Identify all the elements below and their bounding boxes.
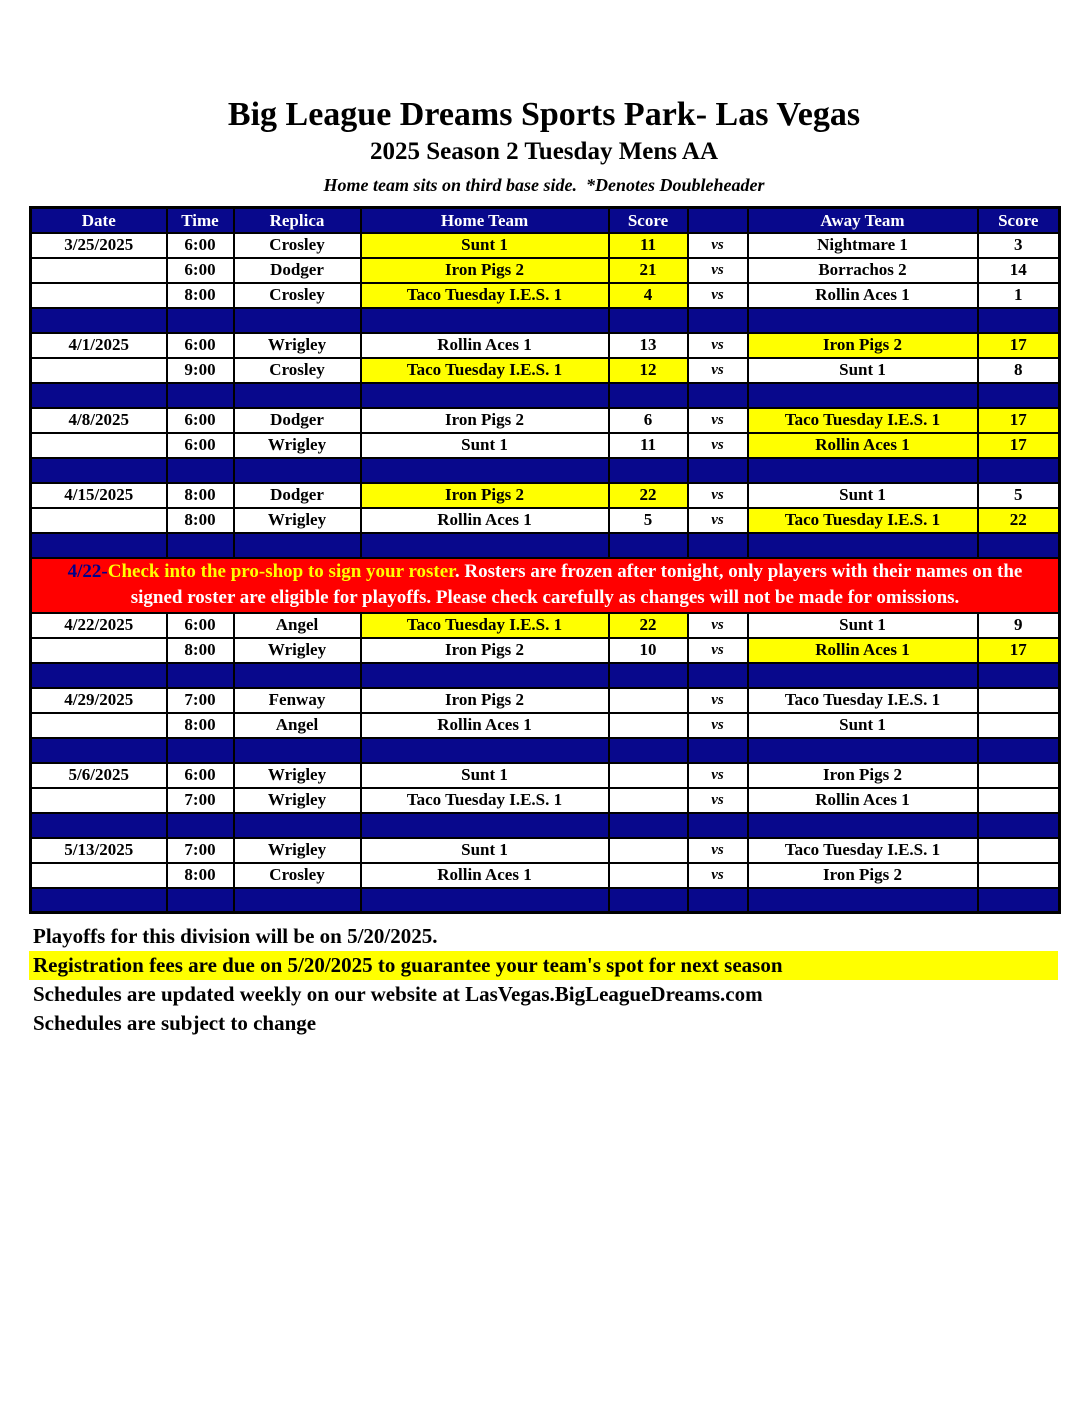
replica-cell: Wrigley <box>234 763 361 788</box>
vs-cell: vs <box>688 358 748 383</box>
away-score-cell: 1 <box>978 283 1060 308</box>
spacer-cell <box>234 813 361 838</box>
footer-line: Playoffs for this division will be on 5/20/2025. <box>33 924 438 949</box>
spacer-row <box>31 533 1060 558</box>
replica-cell: Crosley <box>234 233 361 258</box>
spacer-cell <box>688 533 748 558</box>
spacer-cell <box>167 813 234 838</box>
date-cell: 3/25/2025 <box>31 233 167 258</box>
home-team-cell: Iron Pigs 2 <box>361 638 609 663</box>
home-score-cell: 22 <box>609 613 688 638</box>
spacer-cell <box>748 813 978 838</box>
replica-cell: Wrigley <box>234 838 361 863</box>
spacer-cell <box>31 738 167 763</box>
away-score-cell <box>978 788 1060 813</box>
spacer-cell <box>31 533 167 558</box>
home-team-cell: Rollin Aces 1 <box>361 713 609 738</box>
away-team-cell: Sunt 1 <box>748 483 978 508</box>
vs-cell: vs <box>688 788 748 813</box>
time-cell: 6:00 <box>167 408 234 433</box>
time-cell: 8:00 <box>167 863 234 888</box>
away-score-cell: 17 <box>978 433 1060 458</box>
spacer-cell <box>688 308 748 333</box>
spacer-cell <box>234 308 361 333</box>
spacer-cell <box>688 383 748 408</box>
page-subtitle: 2025 Season 2 Tuesday Mens AA <box>370 138 718 166</box>
game-row <box>31 408 1060 433</box>
game-row <box>31 233 1060 258</box>
column-header-home-score: Score <box>609 208 688 233</box>
notice-text: . Rosters are frozen after tonight, only players with their names on the <box>454 561 1023 583</box>
game-row <box>31 358 1060 383</box>
spacer-cell <box>167 663 234 688</box>
vs-cell: vs <box>688 483 748 508</box>
replica-cell: Angel <box>234 713 361 738</box>
spacer-cell <box>748 663 978 688</box>
away-team-cell: Sunt 1 <box>748 713 978 738</box>
spacer-cell <box>167 308 234 333</box>
spacer-cell <box>688 663 748 688</box>
home-team-cell: Sunt 1 <box>361 763 609 788</box>
date-cell <box>31 713 167 738</box>
column-header-replica: Replica <box>234 208 361 233</box>
column-header-time: Time <box>167 208 234 233</box>
spacer-cell <box>361 663 609 688</box>
spacer-cell <box>978 458 1060 483</box>
footer-line: Registration fees are due on 5/20/2025 to guarantee your team's spot for next season <box>29 951 1058 980</box>
spacer-cell <box>234 458 361 483</box>
time-cell: 9:00 <box>167 358 234 383</box>
spacer-cell <box>31 383 167 408</box>
spacer-cell <box>978 888 1060 913</box>
replica-cell: Dodger <box>234 408 361 433</box>
spacer-cell <box>167 738 234 763</box>
home-team-cell: Iron Pigs 2 <box>361 258 609 283</box>
column-header-home-team: Home Team <box>361 208 609 233</box>
spacer-cell <box>609 888 688 913</box>
spacer-cell <box>748 308 978 333</box>
spacer-cell <box>609 533 688 558</box>
game-row <box>31 613 1060 638</box>
home-score-cell <box>609 713 688 738</box>
spacer-cell <box>978 813 1060 838</box>
replica-cell: Wrigley <box>234 638 361 663</box>
date-cell <box>31 638 167 663</box>
spacer-cell <box>748 383 978 408</box>
date-cell <box>31 863 167 888</box>
spacer-cell <box>609 738 688 763</box>
time-cell: 8:00 <box>167 638 234 663</box>
spacer-cell <box>688 888 748 913</box>
spacer-cell <box>748 738 978 763</box>
home-score-cell: 12 <box>609 358 688 383</box>
spacer-cell <box>361 738 609 763</box>
column-header-vs <box>688 208 748 233</box>
spacer-cell <box>234 888 361 913</box>
spacer-cell <box>234 533 361 558</box>
date-cell <box>31 788 167 813</box>
spacer-cell <box>978 533 1060 558</box>
spacer-cell <box>609 663 688 688</box>
spacer-cell <box>31 813 167 838</box>
home-score-cell: 13 <box>609 333 688 358</box>
away-team-cell: Iron Pigs 2 <box>748 763 978 788</box>
home-score-cell <box>609 763 688 788</box>
vs-cell: vs <box>688 258 748 283</box>
spacer-cell <box>234 663 361 688</box>
spacer-cell <box>31 458 167 483</box>
time-cell: 8:00 <box>167 713 234 738</box>
home-score-cell: 22 <box>609 483 688 508</box>
schedule-body <box>31 233 1060 913</box>
replica-cell: Angel <box>234 613 361 638</box>
home-team-cell: Rollin Aces 1 <box>361 333 609 358</box>
game-row <box>31 283 1060 308</box>
time-cell: 6:00 <box>167 613 234 638</box>
game-row <box>31 483 1060 508</box>
away-score-cell <box>978 838 1060 863</box>
time-cell: 8:00 <box>167 283 234 308</box>
spacer-cell <box>167 383 234 408</box>
time-cell: 7:00 <box>167 838 234 863</box>
date-cell <box>31 283 167 308</box>
vs-cell: vs <box>688 433 748 458</box>
home-team-cell: Sunt 1 <box>361 838 609 863</box>
schedule-table <box>29 206 1061 914</box>
home-team-cell: Rollin Aces 1 <box>361 863 609 888</box>
spacer-row <box>31 383 1060 408</box>
game-row <box>31 863 1060 888</box>
away-score-cell <box>978 713 1060 738</box>
home-score-cell: 10 <box>609 638 688 663</box>
home-score-cell: 6 <box>609 408 688 433</box>
date-cell <box>31 433 167 458</box>
game-row <box>31 838 1060 863</box>
away-team-cell: Sunt 1 <box>748 613 978 638</box>
vs-cell: vs <box>688 688 748 713</box>
game-row <box>31 763 1060 788</box>
spacer-cell <box>361 308 609 333</box>
spacer-cell <box>31 308 167 333</box>
spacer-cell <box>688 458 748 483</box>
spacer-cell <box>978 308 1060 333</box>
time-cell: 6:00 <box>167 233 234 258</box>
replica-cell: Wrigley <box>234 788 361 813</box>
away-score-cell: 3 <box>978 233 1060 258</box>
replica-cell: Dodger <box>234 483 361 508</box>
game-row <box>31 688 1060 713</box>
replica-cell: Fenway <box>234 688 361 713</box>
date-cell: 5/6/2025 <box>31 763 167 788</box>
spacer-cell <box>31 663 167 688</box>
spacer-cell <box>609 308 688 333</box>
notice-line-1 <box>34 559 1056 585</box>
away-team-cell: Rollin Aces 1 <box>748 638 978 663</box>
vs-cell: vs <box>688 408 748 433</box>
spacer-row <box>31 308 1060 333</box>
time-cell: 6:00 <box>167 258 234 283</box>
replica-cell: Crosley <box>234 863 361 888</box>
notice-date: 4/22- <box>67 561 108 583</box>
away-team-cell: Nightmare 1 <box>748 233 978 258</box>
home-team-cell: Iron Pigs 2 <box>361 483 609 508</box>
spacer-row <box>31 663 1060 688</box>
home-score-cell <box>609 788 688 813</box>
notice-row <box>31 558 1060 613</box>
home-team-cell: Taco Tuesday I.E.S. 1 <box>361 788 609 813</box>
vs-cell: vs <box>688 333 748 358</box>
away-team-cell: Rollin Aces 1 <box>748 433 978 458</box>
away-team-cell: Taco Tuesday I.E.S. 1 <box>748 838 978 863</box>
spacer-cell <box>361 533 609 558</box>
spacer-cell <box>748 458 978 483</box>
away-score-cell: 17 <box>978 638 1060 663</box>
date-cell: 4/8/2025 <box>31 408 167 433</box>
home-score-cell: 4 <box>609 283 688 308</box>
replica-cell: Crosley <box>234 283 361 308</box>
home-team-cell: Iron Pigs 2 <box>361 408 609 433</box>
vs-cell: vs <box>688 613 748 638</box>
spacer-cell <box>167 533 234 558</box>
home-team-cell: Taco Tuesday I.E.S. 1 <box>361 613 609 638</box>
spacer-cell <box>167 888 234 913</box>
date-cell: 5/13/2025 <box>31 838 167 863</box>
away-score-cell: 17 <box>978 408 1060 433</box>
date-cell: 4/29/2025 <box>31 688 167 713</box>
replica-cell: Dodger <box>234 258 361 283</box>
time-cell: 6:00 <box>167 763 234 788</box>
notice-line-2: signed roster are eligible for playoffs. Please check carefully as changes will not be made for omissions. <box>130 587 960 609</box>
date-cell: 4/1/2025 <box>31 333 167 358</box>
away-team-cell: Rollin Aces 1 <box>748 788 978 813</box>
away-team-cell: Borrachos 2 <box>748 258 978 283</box>
away-score-cell: 17 <box>978 333 1060 358</box>
time-cell: 6:00 <box>167 333 234 358</box>
spacer-cell <box>234 738 361 763</box>
away-team-cell: Iron Pigs 2 <box>748 863 978 888</box>
time-cell: 8:00 <box>167 483 234 508</box>
spacer-cell <box>361 383 609 408</box>
game-row <box>31 638 1060 663</box>
away-team-cell: Sunt 1 <box>748 358 978 383</box>
date-cell <box>31 358 167 383</box>
header-row <box>31 208 1060 233</box>
spacer-cell <box>609 383 688 408</box>
spacer-cell <box>688 813 748 838</box>
game-row <box>31 258 1060 283</box>
away-team-cell: Rollin Aces 1 <box>748 283 978 308</box>
vs-cell: vs <box>688 863 748 888</box>
date-cell: 4/22/2025 <box>31 613 167 638</box>
game-row <box>31 713 1060 738</box>
spacer-cell <box>361 458 609 483</box>
home-score-cell <box>609 863 688 888</box>
home-score-cell: 21 <box>609 258 688 283</box>
vs-cell: vs <box>688 283 748 308</box>
spacer-cell <box>609 458 688 483</box>
replica-cell: Crosley <box>234 358 361 383</box>
spacer-cell <box>234 383 361 408</box>
away-team-cell: Iron Pigs 2 <box>748 333 978 358</box>
away-score-cell: 9 <box>978 613 1060 638</box>
roster-notice <box>31 558 1060 613</box>
spacer-cell <box>31 888 167 913</box>
vs-cell: vs <box>688 763 748 788</box>
home-team-cell: Iron Pigs 2 <box>361 688 609 713</box>
date-cell <box>31 258 167 283</box>
spacer-cell <box>978 663 1060 688</box>
home-score-cell <box>609 838 688 863</box>
game-row <box>31 333 1060 358</box>
spacer-cell <box>361 888 609 913</box>
page-note: Home team sits on third base side. *Denotes Doubleheader <box>323 175 765 196</box>
home-score-cell: 11 <box>609 433 688 458</box>
away-score-cell <box>978 763 1060 788</box>
away-score-cell <box>978 863 1060 888</box>
time-cell: 8:00 <box>167 508 234 533</box>
footer <box>29 922 1058 1038</box>
spacer-row <box>31 458 1060 483</box>
spacer-cell <box>361 813 609 838</box>
time-cell: 7:00 <box>167 788 234 813</box>
home-score-cell: 5 <box>609 508 688 533</box>
spacer-cell <box>978 383 1060 408</box>
home-team-cell: Taco Tuesday I.E.S. 1 <box>361 358 609 383</box>
game-row <box>31 508 1060 533</box>
footer-line: Schedules are updated weekly on our website at LasVegas.BigLeagueDreams.com <box>33 982 763 1007</box>
home-team-cell: Sunt 1 <box>361 233 609 258</box>
away-team-cell: Taco Tuesday I.E.S. 1 <box>748 688 978 713</box>
date-cell <box>31 508 167 533</box>
home-score-cell: 11 <box>609 233 688 258</box>
home-team-cell: Rollin Aces 1 <box>361 508 609 533</box>
spacer-cell <box>978 738 1060 763</box>
away-score-cell: 8 <box>978 358 1060 383</box>
spacer-cell <box>688 738 748 763</box>
column-header-away-score: Score <box>978 208 1060 233</box>
page-title: Big League Dreams Sports Park- Las Vegas <box>227 96 861 133</box>
spacer-cell <box>609 813 688 838</box>
replica-cell: Wrigley <box>234 333 361 358</box>
spacer-row <box>31 888 1060 913</box>
date-cell: 4/15/2025 <box>31 483 167 508</box>
home-score-cell <box>609 688 688 713</box>
spacer-cell <box>748 533 978 558</box>
column-header-away-team: Away Team <box>748 208 978 233</box>
game-row <box>31 788 1060 813</box>
time-cell: 6:00 <box>167 433 234 458</box>
replica-cell: Wrigley <box>234 508 361 533</box>
vs-cell: vs <box>688 713 748 738</box>
column-header-date: Date <box>31 208 167 233</box>
time-cell: 7:00 <box>167 688 234 713</box>
replica-cell: Wrigley <box>234 433 361 458</box>
vs-cell: vs <box>688 838 748 863</box>
away-score-cell: 22 <box>978 508 1060 533</box>
game-row <box>31 433 1060 458</box>
vs-cell: vs <box>688 638 748 663</box>
away-team-cell: Taco Tuesday I.E.S. 1 <box>748 508 978 533</box>
spacer-row <box>31 813 1060 838</box>
home-team-cell: Taco Tuesday I.E.S. 1 <box>361 283 609 308</box>
vs-cell: vs <box>688 233 748 258</box>
spacer-row <box>31 738 1060 763</box>
away-score-cell: 14 <box>978 258 1060 283</box>
spacer-cell <box>748 888 978 913</box>
home-team-cell: Sunt 1 <box>361 433 609 458</box>
vs-cell: vs <box>688 508 748 533</box>
away-score-cell <box>978 688 1060 713</box>
away-score-cell: 5 <box>978 483 1060 508</box>
footer-line: Schedules are subject to change <box>33 1011 317 1036</box>
away-team-cell: Taco Tuesday I.E.S. 1 <box>748 408 978 433</box>
spacer-cell <box>167 458 234 483</box>
notice-highlight-text: Check into the pro-shop to sign your roster <box>107 561 455 583</box>
